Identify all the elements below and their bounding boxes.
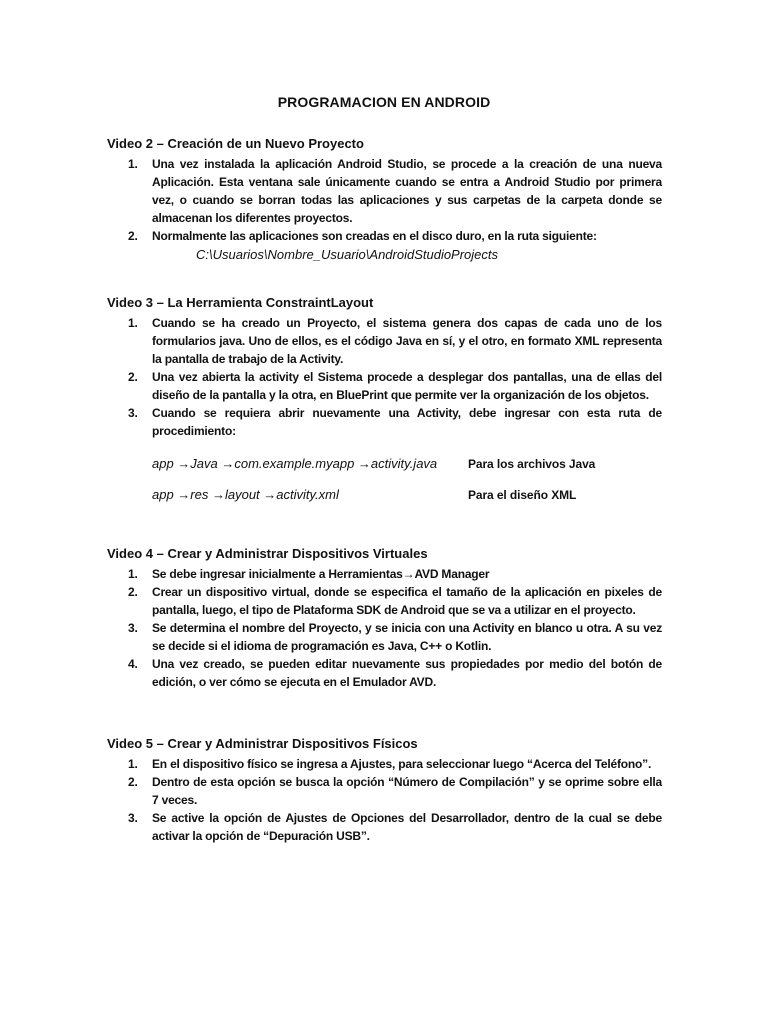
list-item: 1. En el dispositivo físico se ingresa a Ajustes, para seleccionar luego “Acerca del Teléfono”. — [128, 757, 652, 771]
section-heading-video-2: Video 2 – Creación de un Nuevo Proyecto — [107, 136, 364, 151]
list-video-4 — [107, 565, 662, 691]
list-item: 3. Cuando se requiera abrir nuevamente una Activity, debe ingresar con esta ruta de procedimiento: — [128, 406, 662, 438]
list-item: 1. Cuando se ha creado un Proyecto, el sistema genera dos capas de cada uno de los formularios java. Uno de ellos, es el código Java en sí, y el otro, en formato XML representa la pantalla de trabajo de la Activity. — [128, 316, 662, 366]
list-item: 4. Una vez creado, se pueden editar nuevamente sus propiedades por medio del botón de edición, o ver cómo se ejecuta en el Emulador AVD. — [128, 657, 662, 689]
path-java-description: Para los archivos Java — [468, 457, 596, 471]
section-heading-video-5: Video 5 – Crear y Administrar Dispositivos Físicos — [107, 736, 418, 751]
path-xml-route: app →res →layout →activity.xml — [152, 487, 339, 502]
list-item: 1. Una vez instalada la aplicación Android Studio, se procede a la creación de una nueva Aplicación. Esta ventana sale únicamente cuando se entra a Android Studio por primera vez, o cuando se borran todas las aplicaciones y sus carpetas de la carpeta donde se almacenan los diferentes proyectos. — [128, 157, 662, 225]
list-item: 3. Se determina el nombre del Proyecto, y se inicia con una Activity en blanco u otra. A su vez se decide si el idioma de programación es Java, C++ o Kotlin. — [128, 621, 662, 653]
list-item: 3. Se active la opción de Ajustes de Opciones del Desarrollador, dentro de la cual se debe activar la opción de “Depuración USB”. — [128, 811, 662, 843]
path-java-route: app →Java →com.example.myapp →activity.java — [152, 456, 438, 471]
list-item: 2. Normalmente las aplicaciones son creadas en el disco duro, en la ruta siguiente: — [128, 229, 597, 243]
list-item: 1. Se debe ingresar inicialmente a Herramientas→AVD Manager — [128, 567, 490, 581]
list-item: 2. Crear un dispositivo virtual, donde se especifica el tamaño de la aplicación en pixeles de pantalla, luego, el tipo de Plataforma SDK de Android que se va a utilizar en el proyecto. — [128, 585, 662, 617]
list-video-3 — [107, 314, 662, 440]
document-title: PROGRAMACION EN ANDROID — [277, 94, 491, 110]
list-video-2 — [107, 155, 662, 245]
section-heading-video-3: Video 3 – La Herramienta ConstraintLayout — [107, 295, 374, 310]
list-video-5 — [107, 755, 662, 845]
path-android-projects: C:\Usuarios\Nombre_Usuario\AndroidStudioProjects — [196, 247, 499, 262]
section-heading-video-4: Video 4 – Crear y Administrar Dispositivos Virtuales — [107, 546, 428, 561]
list-item: 2. Una vez abierta la activity el Sistema procede a desplegar dos pantallas, una de ellas del diseño de la pantalla y la otra, en BluePrint que permite ver la organización de los objetos. — [128, 370, 662, 402]
list-item: 2. Dentro de esta opción se busca la opción “Número de Compilación” y se oprime sobre ella 7 veces. — [128, 775, 662, 807]
path-xml-description: Para el diseño XML — [468, 488, 577, 502]
